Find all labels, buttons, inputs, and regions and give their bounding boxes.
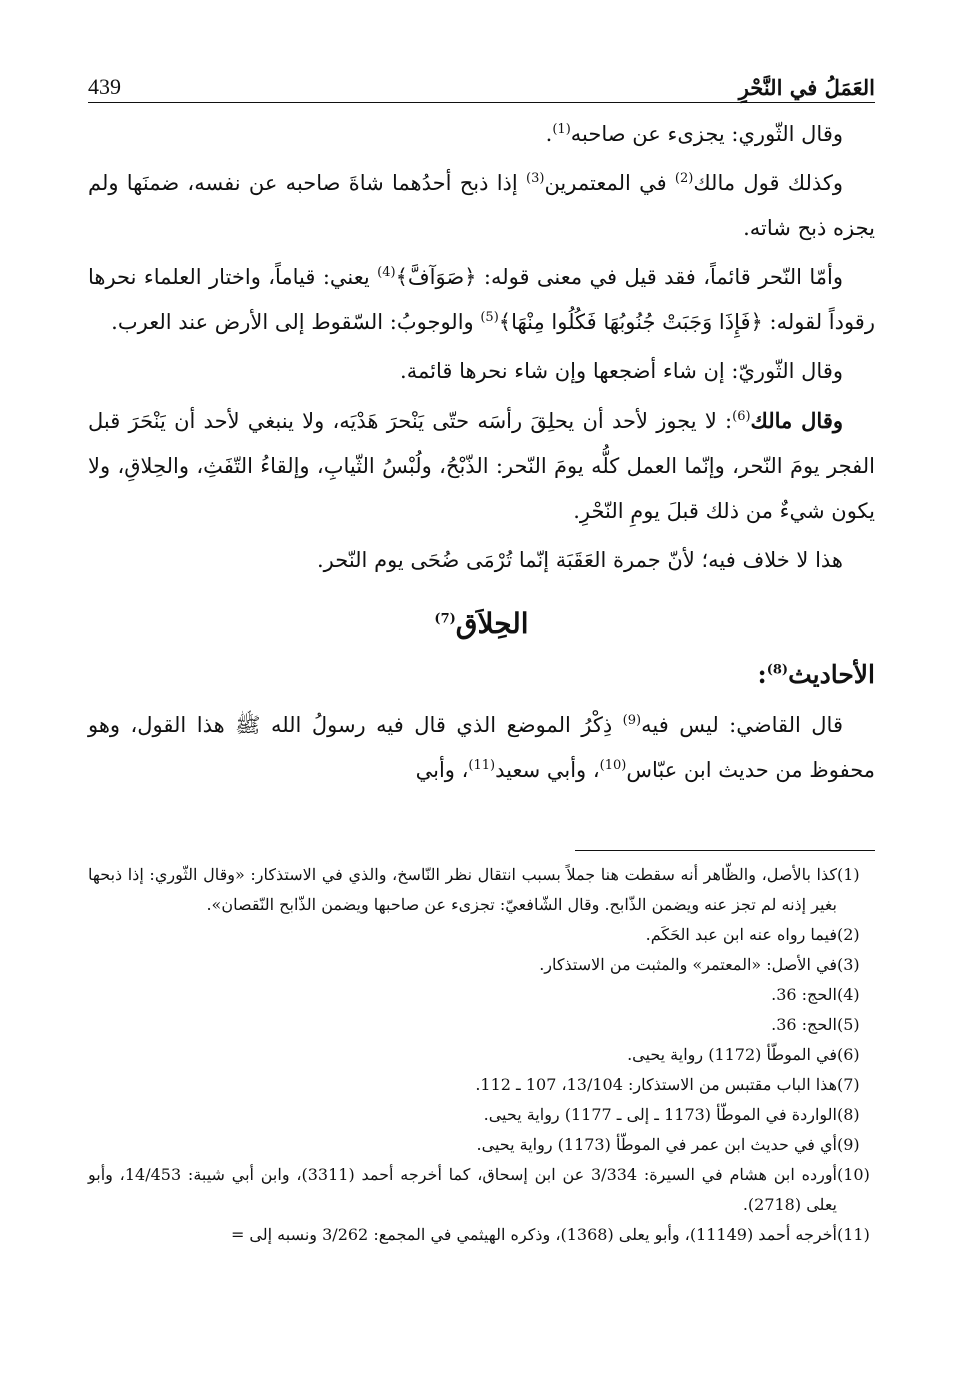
paragraph-1: وقال الثّوري: يجزىء عن صاحبه$^{(1)}$. [545, 122, 843, 146]
paragraph-6: هذا لا خلاف فيه؛ لأنّ جمرة العَقَبَة إنّما تُرْمَى ضُحَى يوم النّحر. [317, 548, 843, 572]
footnote: (10) أورده ابن هشام في السيرة: 3/334 عن ابن إسحاق، كما أخرجه أحمد (3311)، وابن أبي شيبة: 14/453، وأبو يعلى (2718). [88, 1165, 870, 1214]
footnote: (1) كذا بالأصل، والظّاهر أنه سقطت هنا جملاً بسبب انتقال نظر النّاسخ، والذي في الاستذكار: «وقال الثّوري: إذا ذبحها بغير إذنه لم تجز عنه ويضمن الذّابح. وقال الشّافعيّ: تجزىء عن صاحبها ويضمن الذّابح النّقصان». [88, 865, 860, 914]
footnote: (2) فيما رواه عنه ابن عبد الحَكَم. [645, 925, 860, 944]
footnote: (6) في الموطّأ (1172) رواية يحيى. [627, 1045, 860, 1064]
footnote-ref[interactable]: (5) [480, 310, 499, 325]
footnote-ref[interactable]: (11) [468, 758, 496, 773]
paragraph-4: وقال الثّوريّ: إن شاء أضجعها وإن شاء نحرها قائمة. [400, 359, 843, 383]
footnote-ref[interactable]: (4) [377, 265, 396, 280]
paragraph-3: وأمّا النّحر قائماً، فقد قيل في معنى قوله: ﴿صَوَآفَّ﴾$^{(4)}$ يعني: قياماً، واختار العلماء نحرها رقوداً لقوله: ﴿فَإِذَا وَجَبَتْ جُنُوبُهَا فَكُلُوا مِنْهَا﴾$^{(5)}$ والوجوبُ: السّقوط إلى الأرض عند العرب. [88, 265, 875, 334]
page-header [88, 60, 875, 103]
footnote: (4) الحج: 36. [771, 985, 860, 1004]
footnote: (8) الواردة في الموطّأ (1173 ـ إلى ـ 1177) رواية يحيى. [483, 1105, 860, 1124]
footnotes [88, 860, 875, 1250]
page [88, 60, 875, 1337]
footnote: (5) الحج: 36. [771, 1015, 860, 1034]
section-title: الحِلاَق$^{(7)}$ [434, 607, 529, 640]
footnote: (11) أخرجه أحمد (11149)، وأبو يعلى (1368)، وذكره الهيثمي في المجمع: 3/262 ونسبه إلى = [230, 1225, 870, 1244]
paragraph-5: وقال مالك$^{(6)}$: لا يجوز لأحد أن يحلِقَ رأسَه حتّى يَنْحرَ هَدْيَه، ولا ينبغي لأحد أن يَنْحَرَ قبل الفجر يومَ النّحر، وإنّما العمل كلُّه يومَ النّحر: الذّبْحُ، ولُبْسُ الثّيابِ، وإلقاءُ التّفَثِ، والحِلاقِ، ولا يكون شيءٌ من ذلك قبلَ يومِ النّحْرِ. [88, 408, 875, 523]
footnote-divider [575, 850, 875, 851]
footnote-ref[interactable]: (3) [526, 171, 545, 186]
page-number: 439 [88, 74, 121, 99]
footnote-ref[interactable]: (6) [732, 409, 751, 424]
footnote: (9) أي في حديث ابن عمر في الموطّأ (1173) رواية يحيى. [476, 1135, 860, 1154]
footnote-ref[interactable]: (10) [599, 758, 627, 773]
footnote-ref[interactable]: (1) [552, 122, 571, 137]
footnote-ref[interactable]: (2) [674, 171, 694, 186]
footnote-ref[interactable]: (9) [622, 713, 642, 728]
footnote: (7) هذا الباب مقتبس من الاستذكار: 13/104، 107 ـ 112. [475, 1075, 860, 1094]
footnote-ref[interactable]: (8) [766, 662, 789, 678]
footnote-ref[interactable]: (7) [434, 611, 456, 627]
paragraph-7: قال القاضي: ليس فيه$^{(9)}$ ذِكْرُ الموضع الذي قال فيه رسولُ الله ﷺ هذا القول، وهو محفوظ من حديث ابن عبّاس$^{(10)}$، وأبي سعيد$^{(11)}$، وأبي [88, 713, 875, 782]
lead-words: وقال مالك [750, 408, 843, 433]
main-text [88, 112, 875, 797]
subsection-title: الأحاديث$^{(8)}$: [757, 660, 875, 689]
running-title: العَمَلُ في النَّحْرِ [738, 75, 875, 100]
footnote: (3) في الأصل: «المعتمر» والمثبت من الاستذكار. [539, 955, 860, 974]
paragraph-2: وكذلك قول مالك$^{(2)}$ في المعتمرين$^{(3)}$ إذا ذبح أحدُهما شاةَ صاحبه عن نفسه، ضمنَها ولم يجزه ذبح شاته. [88, 171, 875, 240]
